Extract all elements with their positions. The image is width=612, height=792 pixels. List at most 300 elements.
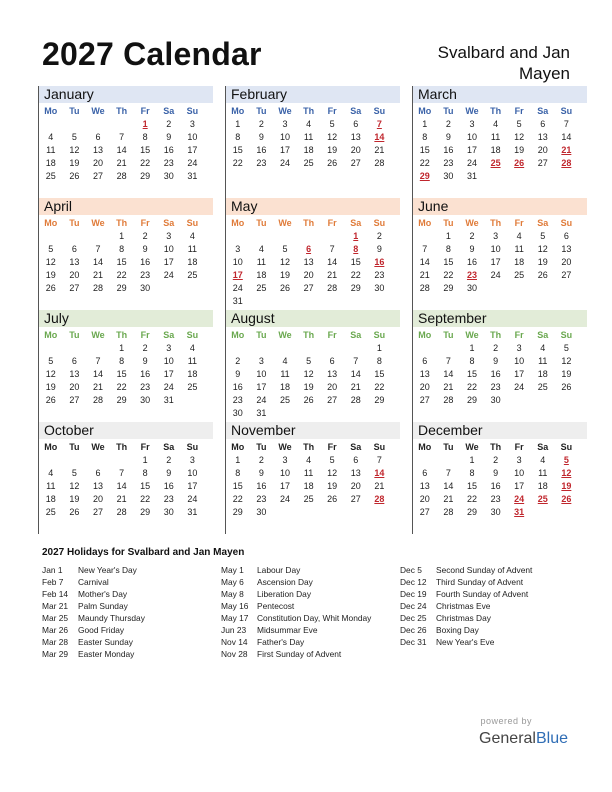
day-cell[interactable]: 22 — [140, 494, 151, 504]
day-cell[interactable]: 5 — [329, 455, 335, 465]
day-cell[interactable]: 27 — [92, 507, 103, 517]
day-cell[interactable]: 2 — [493, 455, 499, 465]
day-cell[interactable]: 21 — [561, 145, 572, 155]
day-cell[interactable]: 31 — [187, 507, 198, 517]
day-cell[interactable]: 13 — [303, 257, 314, 267]
day-cell[interactable]: 2 — [166, 455, 172, 465]
day-cell[interactable]: 30 — [163, 507, 174, 517]
day-cell[interactable]: 23 — [140, 382, 151, 392]
day-cell[interactable]: 22 — [374, 382, 385, 392]
day-cell[interactable]: 17 — [514, 481, 525, 491]
day-cell[interactable]: 3 — [235, 244, 241, 254]
day-cell[interactable]: 11 — [538, 468, 548, 478]
day-cell[interactable]: 9 — [493, 468, 499, 478]
day-cell[interactable]: 23 — [490, 494, 501, 504]
day-cell[interactable]: 6 — [563, 231, 569, 241]
day-cell[interactable]: 13 — [537, 132, 548, 142]
day-cell[interactable]: 10 — [256, 369, 267, 379]
day-cell[interactable]: 5 — [563, 343, 569, 353]
day-cell[interactable]: 3 — [493, 231, 499, 241]
day-cell[interactable]: 9 — [258, 132, 264, 142]
day-cell[interactable]: 27 — [350, 494, 361, 504]
day-cell[interactable]: 20 — [69, 270, 80, 280]
day-cell[interactable]: 25 — [303, 494, 314, 504]
day-cell[interactable]: 24 — [187, 158, 198, 168]
day-cell[interactable]: 28 — [116, 171, 127, 181]
day-cell[interactable]: 12 — [327, 468, 338, 478]
day-cell[interactable]: 3 — [258, 356, 264, 366]
day-cell[interactable]: 8 — [119, 244, 125, 254]
day-cell[interactable]: 9 — [235, 369, 241, 379]
day-cell[interactable]: 18 — [45, 158, 56, 168]
day-cell[interactable]: 14 — [561, 132, 572, 142]
day-cell[interactable]: 16 — [443, 145, 454, 155]
day-cell[interactable]: 21 — [350, 382, 361, 392]
day-cell[interactable]: 24 — [187, 494, 198, 504]
day-cell[interactable]: 10 — [514, 356, 525, 366]
day-cell[interactable]: 14 — [350, 369, 361, 379]
day-cell[interactable]: 27 — [327, 395, 338, 405]
day-cell[interactable]: 8 — [235, 132, 241, 142]
day-cell[interactable]: 11 — [187, 244, 198, 254]
day-cell[interactable]: 28 — [350, 395, 361, 405]
day-cell[interactable]: 24 — [279, 158, 290, 168]
day-cell[interactable]: 24 — [514, 382, 525, 392]
day-cell[interactable]: 7 — [119, 468, 125, 478]
day-cell[interactable]: 16 — [490, 369, 501, 379]
day-cell[interactable]: 5 — [329, 119, 335, 129]
day-cell[interactable]: 16 — [163, 481, 174, 491]
day-cell[interactable]: 30 — [443, 171, 454, 181]
day-cell[interactable]: 17 — [187, 481, 198, 491]
day-cell[interactable]: 11 — [187, 356, 198, 366]
day-cell[interactable]: 2 — [258, 119, 264, 129]
day-cell[interactable]: 27 — [537, 158, 548, 168]
day-cell[interactable]: 11 — [303, 468, 314, 478]
day-cell[interactable]: 16 — [256, 145, 267, 155]
day-cell[interactable]: 17 — [163, 257, 174, 267]
day-cell[interactable]: 20 — [419, 382, 430, 392]
day-cell[interactable]: 18 — [187, 369, 198, 379]
day-cell[interactable]: 18 — [256, 270, 267, 280]
day-cell[interactable]: 29 — [374, 395, 385, 405]
day-cell[interactable]: 4 — [48, 132, 54, 142]
day-cell[interactable]: 4 — [540, 343, 546, 353]
day-cell[interactable]: 22 — [466, 382, 477, 392]
day-cell[interactable]: 31 — [514, 507, 525, 517]
day-cell[interactable]: 20 — [92, 158, 103, 168]
day-cell[interactable]: 12 — [279, 257, 290, 267]
day-cell[interactable]: 13 — [92, 481, 103, 491]
day-cell[interactable]: 30 — [256, 507, 267, 517]
day-cell[interactable]: 25 — [45, 507, 56, 517]
day-cell[interactable]: 27 — [419, 395, 430, 405]
day-cell[interactable]: 21 — [419, 270, 430, 280]
day-cell[interactable]: 28 — [92, 283, 103, 293]
day-cell[interactable]: 3 — [166, 231, 172, 241]
day-cell[interactable]: 6 — [95, 468, 101, 478]
day-cell[interactable]: 12 — [514, 132, 525, 142]
day-cell[interactable]: 29 — [140, 171, 151, 181]
day-cell[interactable]: 20 — [327, 382, 338, 392]
day-cell[interactable]: 7 — [329, 244, 335, 254]
day-cell[interactable]: 26 — [514, 158, 525, 168]
day-cell[interactable]: 22 — [443, 270, 454, 280]
day-cell[interactable]: 22 — [466, 494, 477, 504]
day-cell[interactable]: 19 — [279, 270, 290, 280]
day-cell[interactable]: 2 — [142, 231, 148, 241]
day-cell[interactable]: 1 — [445, 231, 451, 241]
day-cell[interactable]: 6 — [306, 244, 312, 254]
day-cell[interactable]: 21 — [374, 481, 385, 491]
day-cell[interactable]: 23 — [140, 270, 151, 280]
day-cell[interactable]: 17 — [490, 257, 501, 267]
day-cell[interactable]: 3 — [189, 455, 195, 465]
day-cell[interactable]: 10 — [232, 257, 243, 267]
day-cell[interactable]: 26 — [327, 494, 338, 504]
day-cell[interactable]: 19 — [561, 481, 572, 491]
day-cell[interactable]: 9 — [142, 244, 148, 254]
day-cell[interactable]: 13 — [561, 244, 572, 254]
day-cell[interactable]: 25 — [256, 283, 267, 293]
day-cell[interactable]: 1 — [422, 119, 428, 129]
day-cell[interactable]: 30 — [490, 507, 501, 517]
day-cell[interactable]: 8 — [469, 468, 475, 478]
day-cell[interactable]: 17 — [163, 369, 174, 379]
day-cell[interactable]: 1 — [376, 343, 382, 353]
day-cell[interactable]: 7 — [353, 356, 359, 366]
day-cell[interactable]: 24 — [514, 494, 525, 504]
day-cell[interactable]: 14 — [443, 369, 454, 379]
day-cell[interactable]: 13 — [350, 468, 361, 478]
day-cell[interactable]: 7 — [445, 356, 451, 366]
day-cell[interactable]: 23 — [256, 494, 267, 504]
day-cell[interactable]: 12 — [45, 369, 56, 379]
day-cell[interactable]: 28 — [419, 283, 430, 293]
day-cell[interactable]: 28 — [443, 395, 454, 405]
day-cell[interactable]: 27 — [561, 270, 572, 280]
day-cell[interactable]: 15 — [232, 481, 243, 491]
day-cell[interactable]: 4 — [493, 119, 499, 129]
day-cell[interactable]: 26 — [561, 494, 572, 504]
day-cell[interactable]: 10 — [514, 468, 525, 478]
day-cell[interactable]: 5 — [71, 132, 77, 142]
day-cell[interactable]: 18 — [187, 257, 198, 267]
day-cell[interactable]: 27 — [92, 171, 103, 181]
day-cell[interactable]: 10 — [163, 244, 174, 254]
day-cell[interactable]: 4 — [189, 343, 195, 353]
day-cell[interactable]: 25 — [187, 382, 198, 392]
day-cell[interactable]: 16 — [163, 145, 174, 155]
day-cell[interactable]: 17 — [187, 145, 198, 155]
day-cell[interactable]: 4 — [540, 455, 546, 465]
day-cell[interactable]: 14 — [374, 468, 385, 478]
day-cell[interactable]: 15 — [140, 145, 151, 155]
day-cell[interactable]: 26 — [537, 270, 548, 280]
day-cell[interactable]: 25 — [490, 158, 501, 168]
day-cell[interactable]: 13 — [327, 369, 338, 379]
day-cell[interactable]: 8 — [119, 356, 125, 366]
day-cell[interactable]: 30 — [490, 395, 501, 405]
day-cell[interactable]: 11 — [280, 369, 290, 379]
day-cell[interactable]: 21 — [443, 494, 454, 504]
day-cell[interactable]: 8 — [142, 132, 148, 142]
day-cell[interactable]: 27 — [303, 283, 314, 293]
day-cell[interactable]: 29 — [466, 395, 477, 405]
day-cell[interactable]: 4 — [516, 231, 522, 241]
brand-logo[interactable] — [479, 730, 568, 748]
day-cell[interactable]: 31 — [466, 171, 477, 181]
day-cell[interactable]: 16 — [232, 382, 243, 392]
day-cell[interactable]: 23 — [163, 158, 174, 168]
day-cell[interactable]: 1 — [142, 455, 148, 465]
day-cell[interactable]: 1 — [469, 343, 475, 353]
day-cell[interactable]: 14 — [419, 257, 430, 267]
day-cell[interactable]: 10 — [279, 132, 290, 142]
day-cell[interactable]: 9 — [166, 132, 172, 142]
day-cell[interactable]: 27 — [69, 283, 80, 293]
day-cell[interactable]: 29 — [116, 395, 127, 405]
day-cell[interactable]: 30 — [140, 395, 151, 405]
day-cell[interactable]: 8 — [353, 244, 359, 254]
day-cell[interactable]: 11 — [46, 145, 56, 155]
day-cell[interactable]: 11 — [514, 244, 524, 254]
day-cell[interactable]: 27 — [350, 158, 361, 168]
day-cell[interactable]: 30 — [374, 283, 385, 293]
day-cell[interactable]: 19 — [45, 270, 56, 280]
day-cell[interactable]: 6 — [353, 455, 359, 465]
day-cell[interactable]: 5 — [540, 231, 546, 241]
day-cell[interactable]: 9 — [469, 244, 475, 254]
day-cell[interactable]: 5 — [516, 119, 522, 129]
day-cell[interactable]: 24 — [279, 494, 290, 504]
day-cell[interactable]: 2 — [142, 343, 148, 353]
day-cell[interactable]: 8 — [376, 356, 382, 366]
day-cell[interactable]: 12 — [45, 257, 56, 267]
day-cell[interactable]: 10 — [163, 356, 174, 366]
day-cell[interactable]: 2 — [166, 119, 172, 129]
day-cell[interactable]: 17 — [256, 382, 267, 392]
day-cell[interactable]: 18 — [303, 145, 314, 155]
day-cell[interactable]: 1 — [119, 343, 125, 353]
day-cell[interactable]: 24 — [163, 270, 174, 280]
day-cell[interactable]: 10 — [466, 132, 477, 142]
day-cell[interactable]: 9 — [258, 468, 264, 478]
day-cell[interactable]: 15 — [140, 481, 151, 491]
day-cell[interactable]: 2 — [493, 343, 499, 353]
day-cell[interactable]: 19 — [514, 145, 525, 155]
day-cell[interactable]: 18 — [514, 257, 525, 267]
day-cell[interactable]: 13 — [350, 132, 361, 142]
day-cell[interactable]: 7 — [376, 119, 382, 129]
day-cell[interactable]: 5 — [282, 244, 288, 254]
day-cell[interactable]: 26 — [561, 382, 572, 392]
day-cell[interactable]: 24 — [490, 270, 501, 280]
day-cell[interactable]: 23 — [490, 382, 501, 392]
day-cell[interactable]: 4 — [306, 119, 312, 129]
day-cell[interactable]: 29 — [140, 507, 151, 517]
day-cell[interactable]: 19 — [327, 145, 338, 155]
day-cell[interactable]: 26 — [279, 283, 290, 293]
day-cell[interactable]: 16 — [256, 481, 267, 491]
day-cell[interactable]: 29 — [350, 283, 361, 293]
day-cell[interactable]: 8 — [445, 244, 451, 254]
day-cell[interactable]: 17 — [466, 145, 477, 155]
day-cell[interactable]: 20 — [92, 494, 103, 504]
day-cell[interactable]: 20 — [350, 481, 361, 491]
day-cell[interactable]: 22 — [419, 158, 430, 168]
day-cell[interactable]: 19 — [69, 494, 80, 504]
day-cell[interactable]: 24 — [232, 283, 243, 293]
day-cell[interactable]: 28 — [374, 494, 385, 504]
day-cell[interactable]: 26 — [45, 395, 56, 405]
day-cell[interactable]: 28 — [327, 283, 338, 293]
day-cell[interactable]: 5 — [48, 356, 54, 366]
day-cell[interactable]: 23 — [256, 158, 267, 168]
day-cell[interactable]: 21 — [374, 145, 385, 155]
day-cell[interactable]: 14 — [116, 145, 127, 155]
day-cell[interactable]: 23 — [374, 270, 385, 280]
day-cell[interactable]: 18 — [537, 369, 548, 379]
day-cell[interactable]: 19 — [45, 382, 56, 392]
day-cell[interactable]: 19 — [537, 257, 548, 267]
day-cell[interactable]: 18 — [279, 382, 290, 392]
day-cell[interactable]: 11 — [256, 257, 267, 267]
day-cell[interactable]: 18 — [45, 494, 56, 504]
day-cell[interactable]: 11 — [46, 481, 56, 491]
day-cell[interactable]: 23 — [232, 395, 243, 405]
day-cell[interactable]: 7 — [95, 356, 101, 366]
day-cell[interactable]: 30 — [466, 283, 477, 293]
day-cell[interactable]: 15 — [374, 369, 385, 379]
day-cell[interactable]: 6 — [353, 119, 359, 129]
day-cell[interactable]: 25 — [279, 395, 290, 405]
day-cell[interactable]: 1 — [235, 119, 241, 129]
day-cell[interactable]: 25 — [537, 382, 548, 392]
day-cell[interactable]: 2 — [258, 455, 264, 465]
day-cell[interactable]: 29 — [116, 283, 127, 293]
day-cell[interactable]: 23 — [466, 270, 477, 280]
day-cell[interactable]: 15 — [232, 145, 243, 155]
day-cell[interactable]: 26 — [69, 507, 80, 517]
day-cell[interactable]: 11 — [538, 356, 548, 366]
day-cell[interactable]: 1 — [353, 231, 359, 241]
day-cell[interactable]: 22 — [116, 382, 127, 392]
day-cell[interactable]: 7 — [563, 119, 569, 129]
day-cell[interactable]: 28 — [443, 507, 454, 517]
day-cell[interactable]: 14 — [116, 481, 127, 491]
day-cell[interactable]: 4 — [48, 468, 54, 478]
day-cell[interactable]: 3 — [469, 119, 475, 129]
day-cell[interactable]: 19 — [69, 158, 80, 168]
day-cell[interactable]: 14 — [443, 481, 454, 491]
day-cell[interactable]: 20 — [561, 257, 572, 267]
day-cell[interactable]: 13 — [69, 369, 80, 379]
day-cell[interactable]: 12 — [69, 481, 80, 491]
day-cell[interactable]: 27 — [419, 507, 430, 517]
day-cell[interactable]: 3 — [282, 119, 288, 129]
day-cell[interactable]: 7 — [376, 455, 382, 465]
day-cell[interactable]: 3 — [166, 343, 172, 353]
day-cell[interactable]: 23 — [163, 494, 174, 504]
day-cell[interactable]: 11 — [303, 132, 314, 142]
day-cell[interactable]: 12 — [69, 145, 80, 155]
day-cell[interactable]: 7 — [422, 244, 428, 254]
day-cell[interactable]: 6 — [540, 119, 546, 129]
day-cell[interactable]: 18 — [537, 481, 548, 491]
day-cell[interactable]: 14 — [327, 257, 338, 267]
day-cell[interactable]: 10 — [187, 132, 198, 142]
day-cell[interactable]: 5 — [563, 455, 569, 465]
day-cell[interactable]: 7 — [445, 468, 451, 478]
day-cell[interactable]: 8 — [235, 468, 241, 478]
day-cell[interactable]: 2 — [376, 231, 382, 241]
day-cell[interactable]: 1 — [119, 231, 125, 241]
day-cell[interactable]: 22 — [140, 158, 151, 168]
day-cell[interactable]: 29 — [419, 171, 430, 181]
day-cell[interactable]: 5 — [306, 356, 312, 366]
day-cell[interactable]: 12 — [561, 468, 572, 478]
day-cell[interactable]: 22 — [232, 158, 243, 168]
day-cell[interactable]: 17 — [279, 145, 290, 155]
day-cell[interactable]: 16 — [374, 257, 385, 267]
day-cell[interactable]: 31 — [163, 395, 174, 405]
day-cell[interactable]: 22 — [350, 270, 361, 280]
day-cell[interactable]: 16 — [140, 257, 151, 267]
day-cell[interactable]: 17 — [232, 270, 243, 280]
day-cell[interactable]: 3 — [516, 455, 522, 465]
day-cell[interactable]: 12 — [561, 356, 572, 366]
day-cell[interactable]: 15 — [466, 481, 477, 491]
day-cell[interactable]: 1 — [142, 119, 148, 129]
day-cell[interactable]: 13 — [92, 145, 103, 155]
day-cell[interactable]: 21 — [116, 158, 127, 168]
day-cell[interactable]: 20 — [303, 270, 314, 280]
day-cell[interactable]: 30 — [232, 408, 243, 418]
day-cell[interactable]: 21 — [92, 382, 103, 392]
day-cell[interactable]: 19 — [303, 382, 314, 392]
day-cell[interactable]: 4 — [258, 244, 264, 254]
day-cell[interactable]: 4 — [189, 231, 195, 241]
day-cell[interactable]: 29 — [443, 283, 454, 293]
day-cell[interactable]: 16 — [140, 369, 151, 379]
day-cell[interactable]: 15 — [116, 369, 127, 379]
day-cell[interactable]: 10 — [279, 468, 290, 478]
day-cell[interactable]: 31 — [256, 408, 267, 418]
day-cell[interactable]: 4 — [306, 455, 312, 465]
day-cell[interactable]: 6 — [95, 132, 101, 142]
day-cell[interactable]: 28 — [374, 158, 385, 168]
day-cell[interactable]: 14 — [374, 132, 385, 142]
day-cell[interactable]: 23 — [443, 158, 454, 168]
day-cell[interactable]: 11 — [490, 132, 501, 142]
day-cell[interactable]: 25 — [537, 494, 548, 504]
day-cell[interactable]: 1 — [469, 455, 475, 465]
day-cell[interactable]: 4 — [282, 356, 288, 366]
day-cell[interactable]: 14 — [92, 257, 103, 267]
day-cell[interactable]: 27 — [69, 395, 80, 405]
day-cell[interactable]: 12 — [303, 369, 314, 379]
day-cell[interactable]: 20 — [350, 145, 361, 155]
day-cell[interactable]: 3 — [516, 343, 522, 353]
day-cell[interactable]: 22 — [232, 494, 243, 504]
day-cell[interactable]: 28 — [92, 395, 103, 405]
day-cell[interactable]: 9 — [493, 356, 499, 366]
day-cell[interactable]: 12 — [327, 132, 338, 142]
day-cell[interactable]: 10 — [490, 244, 501, 254]
day-cell[interactable]: 10 — [187, 468, 198, 478]
day-cell[interactable]: 9 — [445, 132, 451, 142]
